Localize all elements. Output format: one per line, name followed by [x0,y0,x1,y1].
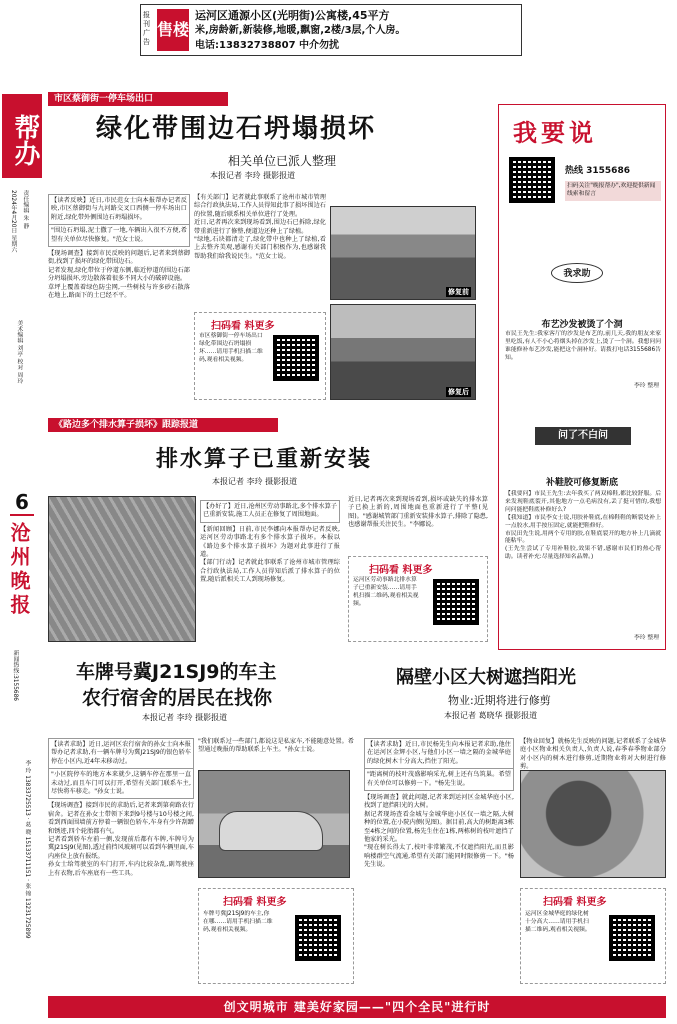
hotline-label: 新闻热线:3155686 [11,650,18,701]
story1-p5: 草坪上覆盖着绿色防尘网,一些树枝与许多砂石散落在地上,路面下的土已经不平。 [48,283,190,300]
story1-p2: "围边石坍塌,泥土撒了一地,车辆出入很不方便,希望有关单位尽快修复。"范女士说。 [48,225,190,247]
scan3-box [198,888,354,984]
story4-p1: 【读者求助】近日,市民杨先生向本报记者求助,他住在运河区金辉小区,与他们小区一墙之隔的金城华庭的绿化树木十分高大,挡住了阳光。 [364,738,514,769]
s2-title: 补鞋胶可修复断底 [545,478,618,488]
story2-p3: 【部门行动】记者就此事联系了沧州市城市管理综合行政执法局,工作人员得知后派了排水算子的位置,随后派相关工人到现场修复。 [200,559,340,584]
s2-body [505,491,661,631]
section-name: 帮办 [2,94,42,178]
story1-photo-before [330,206,476,300]
story2-p4: 近日,记者再次来到现场看到,损坏或缺失的排水算子已换上新的,周围地面也重新进行了平整(见图)。"感谢城管部门重新安装排水算子,排除了隐患,也感谢帮报关注民生。"李娜说。 [348,496,488,529]
story3-p6: "我们联系过一些部门,都说这是私家车,不能随意处置。希望通过晚报的帮助联系上车主。"孙女士说。 [198,738,354,754]
story1-caption-after: 修复后 [448,388,469,396]
story4-p4: 据记者现场查看金城与金城华庭小区仅一墙之隔,大树种的位置,在小院内侧(见图)。据目前,高大的树距离3栋至4栋之间的位置,杨先生住在1栋,两栋树的枝叶遮挡了他家的采光。 [364,810,514,844]
story2-headline: 排水算子已重新安装 [156,447,373,472]
contacts: 李 玲 13833725513 · 葛 晓 15133711151 · 张 锦 13231725899 [23,760,30,939]
story4-col1 [364,738,514,986]
sidebar-qr[interactable] [509,157,555,203]
badge-ask: 问了不白问 [535,427,631,445]
story4-col2 [520,738,666,771]
scan4-box [520,888,666,984]
s1-body: 市民王先生:我家客厅的沙发是布艺的,前几天,我的朋友来家里吃饭,有人不小心将烟头掉在沙发上,烫了一个洞。我想问问谁能修补布艺沙发,能把这个洞补好。请拨打电话3155686告知。 [505,331,661,361]
story2-col1 [200,500,340,640]
scan2-desc: 运河区劳动事路北排水算子已重新安装……请用手机扫描二维码,观看相关视频。 [353,577,419,607]
story1-p6: 【有关部门】记者就此事联系了沧州市城市管理综合行政执法局,工作人员得知此事了损坏围边石的位置,随后联系相关单位进行了处理。 [194,194,326,218]
story2-photo [48,496,196,642]
footer-banner: 创文明城市 建美好家园——"四个全民"进行时 [48,996,666,1018]
story4-p2: "距离树的枝叶茂盛影响采光,树上还有鸟筑巢。希望有关单位可以修剪一下。"杨先生说。 [364,769,514,791]
story1-p7: 近日,记者再次来到现场看到,围边石已拆除,绿化带重新进行了修整,便道边还种上了绿植。 [194,219,326,235]
scan2-title: 扫码看 料更多 [369,565,433,576]
story1-headline: 绿化带围边石坍塌损坏 [96,114,377,144]
story1-photo-after [330,304,476,400]
s1-sign: 李玲 整理 [633,383,659,389]
story2-kicker: 《路边多个排水算子损坏》跟踪报道 [48,418,278,432]
section-editor: 责任编辑 朱 静 [21,190,28,229]
story1-p1: 【读者反映】近日,市民范女士向本报帮办记者反映,市区蔡御街与九河路交叉口西侧一停车场出口附近,绿化带外侧围边石坍塌损坏。 [48,194,190,225]
story4-subhead: 物业:近期将进行修剪 [448,694,551,707]
story2-byline: 本报记者 李玲 摄影报道 [212,477,298,486]
story3-headline-l1: 车牌号冀J21SJ9的车主 [76,661,277,683]
ad-line1: 运河区通源小区(光明街)公寓楼,45平方 [195,9,390,22]
s2-note: (王先生尝试了专用补鞋胶,效果不错,感谢市民们的热心帮助。读者补充:尽量选择知名品牌。) [505,546,661,561]
ad-title: 售楼 [157,9,189,51]
s1-title: 布艺沙发被烫了个洞 [541,320,623,330]
story4-p5: "现在树长得太了,枝叶非常繁茂,不仅遮挡阳光,而且影响楼群空气流通,希望有关部门能同时限修剪一下。"杨先生说。 [364,844,514,869]
story1-kicker: 市区蔡御街一停车场出口 [48,92,228,106]
car-shape [219,811,323,851]
story1-subhead: 相关单位已派人整理 [228,154,337,168]
story3-headline-l2: 农行宿舍的居民在找你 [82,687,273,709]
story4-headline: 隔壁小区大树遮挡阳光 [396,667,576,688]
scan3-qr[interactable] [295,915,341,961]
section-design: 美术编辑 刘亭 校对 周玲 [15,320,22,384]
story1-col1 [48,194,190,404]
story3-col1 [48,738,194,986]
story3-p1: 【读者求助】近日,运河区农行宿舍的孙女士向本报帮办记者求助,有一辆车牌号为冀J21SJ9的银色轿车停在小区内,近4年未移动过。 [48,738,194,769]
scan3-desc: 车牌号冀J21SJ9的车主,你在哪……请用手机扫描二维码,观看相关视频。 [203,911,273,933]
ad-label: 报刊广告 [143,11,150,46]
story2-p2: 【新闻回顾】日前,市民李娜向本报帮办记者反映,运河区劳动事路北有多个排水算子损坏。本报以《路边多个排水算子损坏》为题对此事进行了报道。 [200,525,340,559]
badge-ask-help: 我求助 [551,263,603,283]
sidebar-title: 我要说 [513,119,597,147]
story3-photo-car [198,770,350,878]
story2-col2 [348,496,488,552]
s2-answer: 【我知道】市民李女士说,用胶补鞋底,在棉鞋鞋的断裂处补上一点胶水,用手按压固定,就能把鞋修好。 [505,514,661,529]
scan1-desc: 市区蔡御街一停车场出口绿化带围边石坍塌损坏……请用手机扫描二维码,观看相关视频。 [199,333,263,363]
story3-col2 [198,738,354,766]
paper-name: 沧州晚报 [7,522,31,618]
scan3-title: 扫码看 料更多 [223,897,287,908]
story4-photo-tree [520,770,666,878]
sidebar-qr-note: 扫码关注"晚报帮办",欢迎提供新闻线索和留言 [565,181,661,201]
section-date: 2024年4月20日 星期六 [9,190,16,253]
page-number: 6 [10,490,34,516]
story2-p1: 【办好了】近日,沧州区劳动事路北,多个排水算子已重新安装,施工人员正在修复了周围地面。 [200,500,340,523]
scan1-title: 扫码看 料更多 [211,321,275,332]
scan4-qr[interactable] [609,915,655,961]
s2-answer2: 市民田先生说,用两个专用的胶,在鞋底裂开的地方补上几滴就能粘牢。 [505,530,661,545]
story4-byline: 本报记者 葛晓华 摄影报道 [444,711,538,720]
ad-line2: 米,房龄新,新装修,地暖,飘窗,2楼/3层,个人房。 [195,25,406,36]
story1-caption-before: 修复前 [448,288,469,296]
story4-p3: 【现场调查】就此问题,记者来到运河区金城华庭小区,找到了遮挡阳光的大树。 [364,794,514,810]
story3-p4: 记者看到轿车左前一侧,发现前后都有车牌,车牌号为冀J21SJ9(见图),透过前挡风玻璃可以看到车辆里面,车内座位上放有报纸。 [48,836,194,860]
sidebar [498,104,666,650]
story3-byline: 本报记者 李玲 摄影报道 [142,713,228,722]
story3-p5: 孙女士给驾驶室的车门打开,车内比较杂乱,副驾驶座上有衣物,后车座底有一些工具。 [48,861,194,877]
scan4-desc: 运河区金城华庭的绿化树十分高大……请用手机扫描二维码,观看相关视频。 [525,911,591,933]
scan4-title: 扫码看 料更多 [543,897,607,908]
sidebar-hotline: 热线 3155686 [565,166,630,176]
story3-p3: 【现场调查】接到市民的求助后,记者来到第荷路农行宿舍。记者在孙女士带领下来到9号楼与10号楼之间,看到西面围墙前方停着一辆银色轿车,车身有少许刮蹭和锈迹,四个轮胎都有气。 [48,802,194,835]
story1-p8: "绿地,石块都清走了,绿化带中也种上了绿植,看上去整齐美观,感谢有关部门积极作为,也感谢我帮助我们给我说民生。"范女士说。 [194,236,326,260]
scan2-qr[interactable] [433,579,479,625]
scan1-box [194,312,326,400]
story4-p6: 【物业回复】就杨先生反映的问题,记者联系了金城华庭小区物业相关负责人,负责人说,春季春季物业部分对小区内的树木进行修剪,近期物业将对大树进行修剪。 [520,738,666,771]
s2-question: 【我要问】市民王先生:去年我买了两双棉鞋,都比较舒服。后来发现鞋底裂开,其他地方一点毛病没有,丢了挺可惜的,我想问问能把鞋底补修好么? [505,491,661,513]
top-ad [140,4,522,56]
story1-p4: 记者发现,绿化带位于停道东侧,临近停道的围边石部分坍塌损坏,旁边散落着很多不同大小的破碎设施。 [48,266,190,283]
story3-p2: "小区院停车的地方本来就少,这辆车停在那里一直未动过,而且车门可以打开,希望有关部门联系车主,尽快将车移走。"孙女士说。 [48,769,194,799]
s2-sign: 李玲 整理 [633,635,659,641]
ad-line3: 电话:13832738807 中介勿扰 [195,40,340,51]
story1-col2 [194,194,326,306]
scan2-box [348,556,488,642]
scan1-qr[interactable] [273,335,319,381]
story1-byline: 本报记者 李玲 摄影报道 [210,171,296,180]
story1-p3: 【现场调查】接到市民反映的问题后,记者来到蔡御街,找到了损坏的绿化带围边石。 [48,250,190,266]
